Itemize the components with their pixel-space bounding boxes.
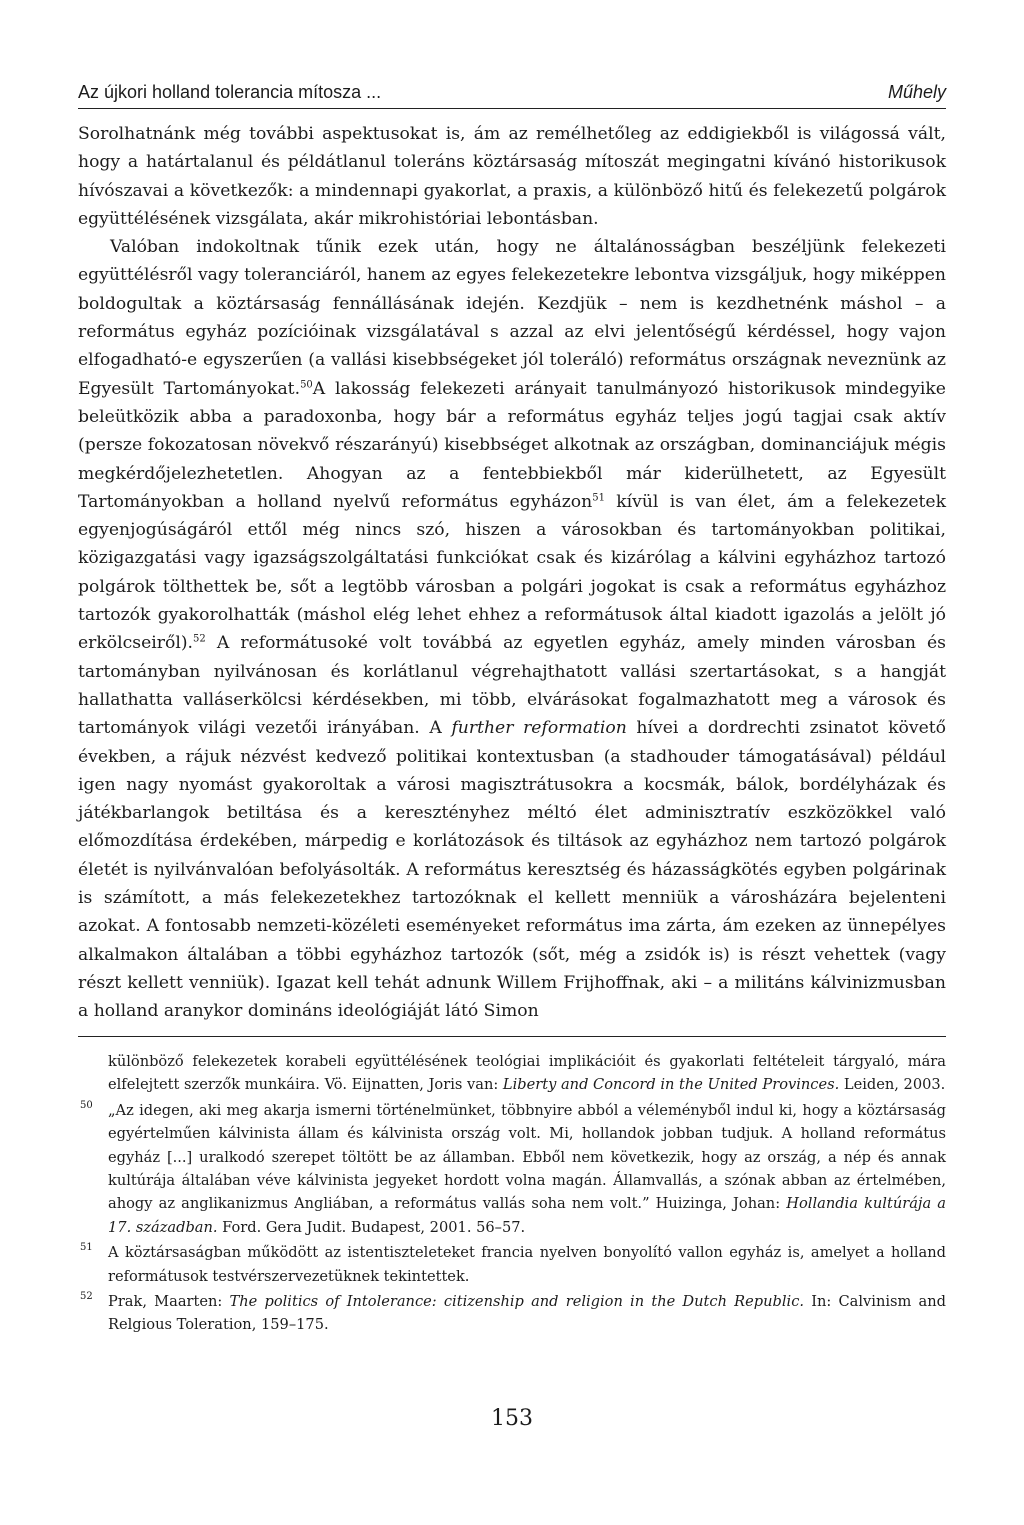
footnote-51-number: 51	[80, 1242, 93, 1254]
footnote-continuation-text: különböző felekezetek korabeli együttélésének teológiai implikációit és gyakorlati feltételeit tárgyaló, mára elfelejtett szerzők munkáira. Vö. Eijnatten, Joris van:	[108, 1053, 946, 1094]
footnotes	[78, 1050, 946, 1339]
footnote-51	[78, 1241, 946, 1288]
main-text	[78, 120, 946, 1026]
footnote-50	[78, 1099, 946, 1239]
footnote-50-text: „Az idegen, aki meg akarja ismerni történelmünket, többnyire abból a véleményből indul ki, hogy a köztársaság egyértelműen kálvinista állam és kálvinista ország volt. Mi, hollandok jobban tudjuk. A holland református egyház [...] uralkodó szerepet töltött be az államban. Ebből nem következik, hogy az ország, a nép és annak kultúrája általában véve kálvinista jegyeket hordott volna magán. Államvallás, a szónak abban az értelmében, ahogy az anglikanizmus Angliában, a református vallás soha nem volt.” Huizinga, Johan:	[108, 1101, 946, 1213]
footnote-50-title: Hollandia kultúrája a 17. században.	[108, 1195, 946, 1236]
page-number: 153	[491, 1406, 533, 1431]
footnote-divider	[78, 1036, 946, 1037]
footnote-continuation	[78, 1050, 946, 1097]
running-header	[78, 80, 946, 109]
footnote-52-title: The politics of Intolerance: citizenship and religion in the Dutch Republic.	[229, 1293, 805, 1311]
paragraph-2	[78, 233, 946, 1025]
paragraph-2-part-c: kívül is van élet, ám a felekezetek egyenjogúságáról ettől még nincs szó, hiszen a városokban és tartományokban politikai, közigazgatási vagy igazságszolgáltatási funkciókat csak és kizárólag a kálvini egyházhoz tartozó polgárok tölthettek be, sőt a legtöbb városban a polgári jogokat is csak a református egyházhoz tartozók gyakorolhatták (máshol elég lehet ehhez a reformátusok által kiadott igazolás a jelölt jó erkölcseiről).	[78, 491, 946, 654]
footnote-continuation-title: Liberty and Concord in the United Provinces.	[502, 1076, 840, 1094]
footnote-52	[78, 1290, 946, 1337]
footnote-ref-51: 51	[592, 492, 605, 504]
footnote-50-end: Ford. Gera Judit. Budapest, 2001. 56–57.	[217, 1218, 526, 1236]
footnote-52-end: In: Calvinism and Relgious Toleration, 159–175.	[108, 1293, 946, 1334]
italic-term: further reformation	[451, 718, 627, 739]
paragraph-1: Sorolhatnánk még további aspektusokat is, ám az remélhetőleg az eddigiekből is világossá vált, hogy a határtalanul és példátlanul toleráns köztársaság mítoszát megingatni kívánó historikusok hívószavai a következők: a mindennapi gyakorlat, a praxis, a különböző hitű és felekezetű polgárok együttélésének vizsgálata, akár mikrohistóriai lebontásban.	[78, 124, 946, 229]
footnote-ref-50: 50	[300, 378, 313, 390]
paragraph-2-part-b: A lakosság felekezeti arányait tanulmányozó historikusok mindegyike beleütközik abba a paradoxonba, hogy bár a református egyház teljes jogú tagjai csak aktív (persze fokozatosan növekvő részarányú) kisebbséget alkotnak az országban, dominanciájuk mégis megkérdőjelezhetetlen. Ahogyan az a fentebbiekből már kiderülhetett, az Egyesült Tartományokban a holland nyelvű református egyházon	[78, 378, 946, 512]
paragraph-2-part-d: A reformátusoké volt továbbá az egyetlen egyház, amely minden városban és tartományban nyilvánosan és korlátlanul végrehajthatott vallási szertartásokat, s a hangját hallathatta valláserkölcsi kérdésekben, mi több, elvárásokat fogalmazhatott meg a városok és tartományok világi vezetői irányában. A	[78, 633, 946, 739]
footnote-52-text: Prak, Maarten:	[108, 1293, 230, 1311]
footnote-51-text: A köztársaságban működött az istentiszteleteket francia nyelven bonyolító vallon egyház is, amelyet a holland reformátusok testvérszervezetüknek tekintettek.	[108, 1244, 946, 1285]
footnote-continuation-end: Leiden, 2003.	[839, 1076, 946, 1094]
section-label: Műhely	[887, 82, 946, 102]
footnote-52-number: 52	[80, 1291, 93, 1303]
footnote-50-number: 50	[80, 1099, 93, 1111]
footnote-ref-52: 52	[193, 633, 206, 645]
running-title: Az újkori holland tolerancia mítosza ...	[78, 82, 382, 102]
paragraph-2-part-a: Valóban indokoltnak tűnik ezek után, hogy ne általánosságban beszéljünk felekezeti együttélésről vagy toleranciáról, hanem az egyes felekezetekre lebontva vizsgáljuk, hogy miképpen boldogultak a köztársaság fennállásának idején. Kezdjük – nem is kezdhetnénk máshol – a református egyház pozícióinak vizsgálatával s azzal az elvi jelentőségű kérdéssel, hogy vajon elfogadható-e egyszerűen (a vallási kisebbségeket jól toleráló) református országnak neveznünk az Egyesült Tartományokat.	[78, 237, 946, 399]
paragraph-2-part-e: hívei a dordrechti zsinatot követő években, a rájuk nézvést kedvező politikai kontextusban (a stadhouder támogatásával) például igen nagy nyomást gyakoroltak a városi magisztrátusokra a kocsmák, bálok, bordélyházak és játékbarlangok betiltása és a keresztényhez méltó élet adminisztratív eszközökkel való előmozdítása érdekében, márpedig e korlátozások és tiltások az egyházhoz nem tartozó polgárok életét is nyilvánvalóan befolyásolták. A református keresztség és házasságkötés egyben polgárinak is számított, a más felekezetekhez tartozóknak el kellett menniük a városházára bejelenteni azokat. A fontosabb nemzeti-közéleti eseményeket református ima zárta, ám ezeken az ünnepélyes alkalmakon általában a többi egyházhoz tartozók (sőt, még a zsidók is) is részt vehettek (vagy részt kellett venniük). Igazat kell tehát adnunk Willem Frijhoffnak, aki – a militáns kálvinizmusban a holland aranykor domináns ideológiáját látó Simon	[78, 718, 946, 1022]
